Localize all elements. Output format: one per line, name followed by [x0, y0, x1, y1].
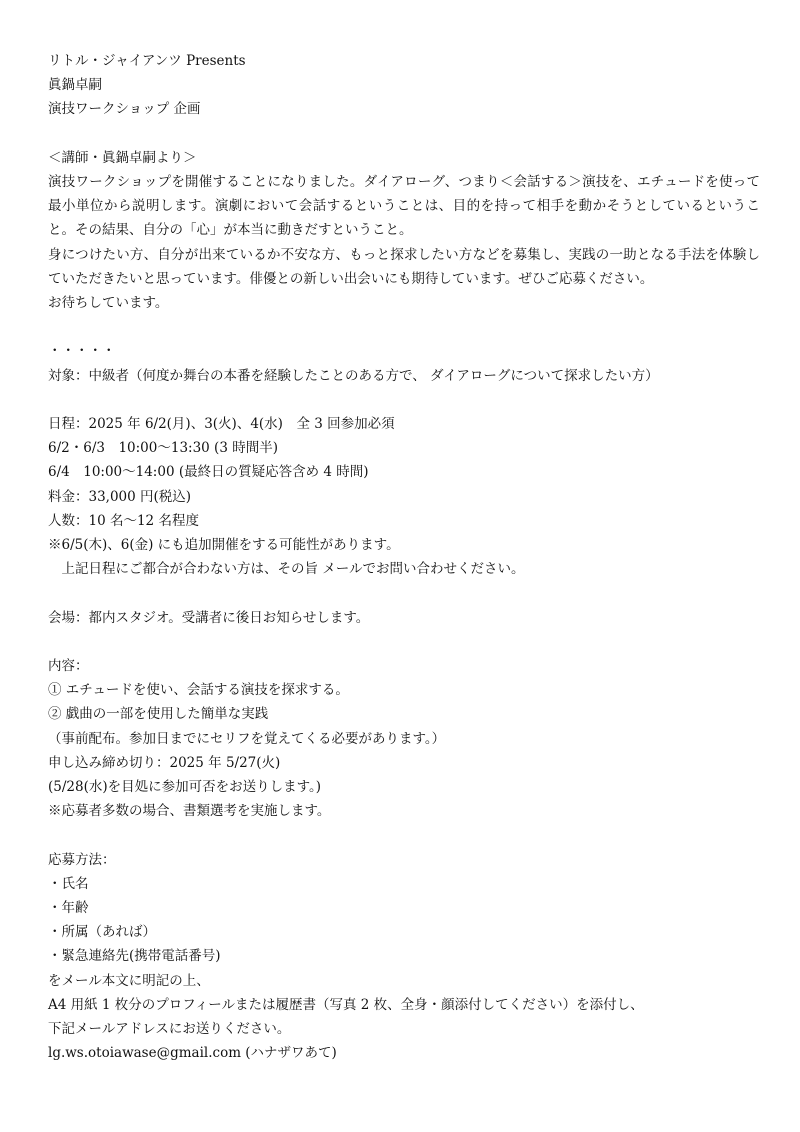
selection-note: ※応募者多数の場合、書類選考を実施します。: [48, 803, 331, 820]
application-item: ・緊急連絡先(携帯電話番号): [48, 948, 221, 965]
application-item: ・年齢: [48, 900, 89, 917]
schedule-session-1: 6/2・6/3 10:00〜13:30 (3 時間半): [48, 440, 278, 457]
schedule-inquiry-note: 上記日程にご都合が合わない方は、その旨 メールでお問い合わせください。: [61, 561, 525, 578]
application-item: ・氏名: [48, 875, 89, 892]
content-item-2-note: （事前配布。参加日までにセリフを覚えてくる必要があります。）: [48, 730, 446, 747]
spacer: [48, 122, 760, 146]
application-instruction-2: A4 用紙 1 枚分のプロフィールまたは履歴書（写真 2 枚、全身・顔添付してください）を添付し、: [48, 996, 644, 1013]
capacity-line: 人数：10 名〜12 名程度: [48, 512, 199, 529]
message-closing: お待ちしています。: [48, 295, 169, 312]
application-heading: 応募方法：: [48, 851, 116, 868]
content-heading: 内容：: [48, 658, 89, 674]
schedule-session-2: 6/4 10:00〜14:00 (最終日の質疑応答含め 4 時間): [48, 464, 369, 481]
application-item: ・所属（あれば）: [48, 924, 156, 941]
application-instruction-1: をメール本文に明記の上、: [48, 972, 210, 989]
content-item-1: ① エチュードを使い、会話する演技を探求する。: [48, 682, 349, 699]
message-paragraph-1: 演技ワークショップを開催することになりました。ダイアローグ、つまり＜会話する＞演技を、エチュードを使って最小単位から説明します。演劇において会話するということは、目的を持って相手を動かそうとしているということ。その結果、自分の「心」が本当に動きだすということ。: [48, 174, 760, 239]
section-divider: ・・・・・: [48, 343, 116, 360]
venue-line: 会場：都内スタジオ。受講者に後日お知らせします。: [48, 609, 370, 626]
schedule-dates: 日程：2025 年 6/2(月)、3(火)、4(水) 全 3 回参加必須: [48, 416, 395, 432]
page-title: 演技ワークショップ 企画: [48, 101, 201, 118]
contact-email[interactable]: lg.ws.otoiawase@gmail.com (ハナザワあて): [48, 1045, 337, 1062]
spacer: [48, 630, 760, 654]
fee-line: 料金：33,000 円(税込): [48, 488, 192, 505]
notification-line: (5/28(水)を目処に参加可否をお送りします。): [48, 779, 322, 796]
target-line: 対象：中級者（何度か舞台の本番を経験したことのある方で、 ダイアローグについて探求したい方）: [48, 367, 659, 384]
spacer: [48, 823, 760, 847]
application-instruction-3: 下記メールアドレスにお送りください。: [48, 1021, 291, 1038]
spacer: [48, 581, 760, 605]
message-heading: ＜講師・眞鍋卓嗣より＞: [48, 149, 197, 166]
spacer: [48, 315, 760, 339]
additional-session-note: ※6/5(木)、6(金) にも追加開催をする可能性があります。: [48, 537, 400, 554]
document-page: [48, 49, 760, 1065]
instructor-name: 眞鍋卓嗣: [48, 77, 102, 94]
content-item-2: ② 戯曲の一部を使用した簡単な実践: [48, 706, 269, 723]
presenter-line: リトル・ジャイアンツ Presents: [48, 53, 246, 69]
message-paragraph-2: 身につけたい方、自分が出来ているか不安な方、もっと探求したい方などを募集し、実践の一助となる手法を体験していただきたいと思っています。俳優との新しい出会いにも期待しています。ぜひご応募ください。: [48, 246, 760, 287]
deadline-line: 申し込み締め切り：2025 年 5/27(火): [48, 754, 281, 771]
spacer: [48, 388, 760, 412]
